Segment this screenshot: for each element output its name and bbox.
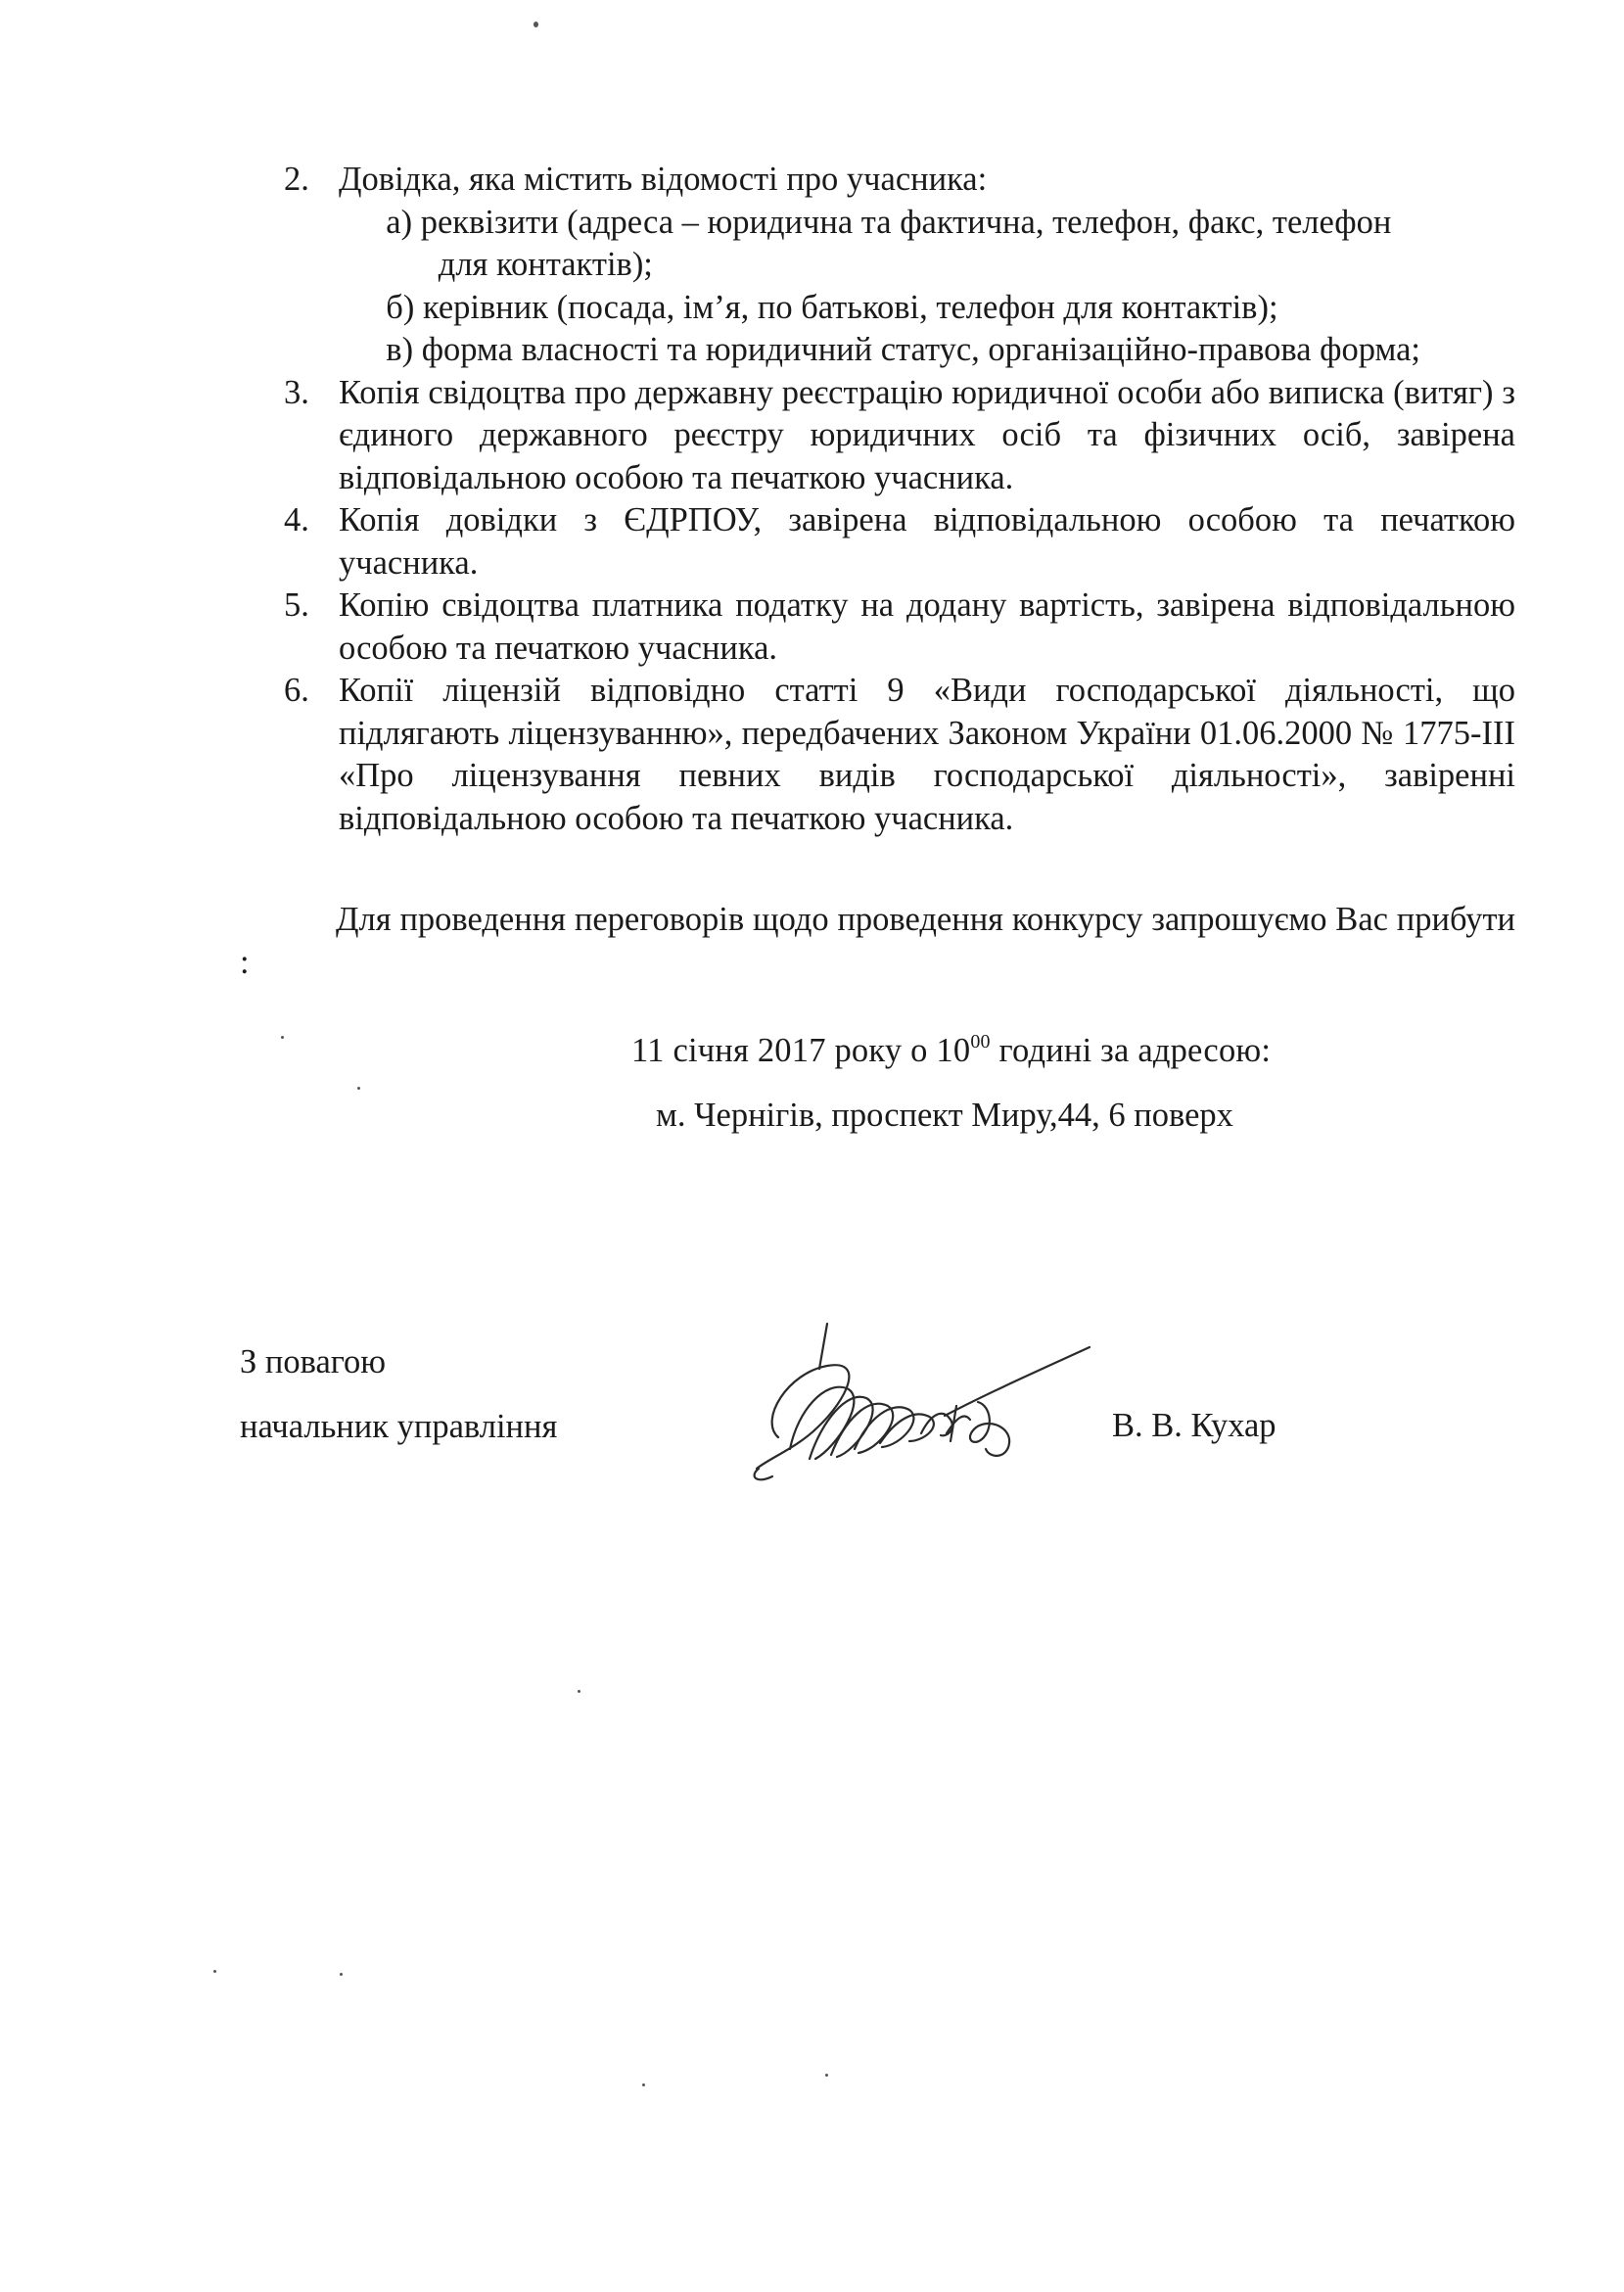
sub-item-continuation: для контактів);: [438, 246, 653, 283]
list-item: [284, 159, 1515, 372]
sub-item-text: б) керівник (посада, ім’я, по батькові, телефон для контактів);: [386, 288, 1278, 326]
sub-item: [339, 287, 1515, 330]
list-item-text: Копія довідки з ЄДРПОУ, завірена відповідальною особою та печаткою учасника.: [339, 501, 1515, 582]
meeting-details: [631, 1030, 1375, 1137]
invitation-paragraph: Для проведення переговорів щодо проведення конкурсу запрошуємо Вас прибути :: [240, 901, 1515, 981]
list-item: [284, 499, 1515, 585]
scan-speck: [213, 1970, 216, 1973]
regards-text: З повагою: [240, 1343, 387, 1380]
signatory-position: начальник управління: [240, 1407, 558, 1445]
scan-speck: [642, 2083, 645, 2086]
sub-item-text: а) реквізити (адреса – юридична та фактична, телефон, факс, телефон: [386, 203, 1392, 241]
list-item-number: 2.: [284, 161, 309, 198]
requirements-list: [284, 159, 1515, 840]
meeting-address: м. Чернігів, проспект Миру,44, 6 поверх: [656, 1096, 1233, 1134]
closing-block: [240, 1341, 557, 1448]
sub-list: [339, 202, 1515, 372]
list-item-number: 5.: [284, 586, 309, 624]
sub-item-text: в) форма власності та юридичний статус, організаційно-правова форма;: [386, 331, 1420, 368]
meeting-time-minutes: 00: [970, 1031, 991, 1052]
list-item-text: Копії ліцензій відповідно статті 9 «Види господарської діяльності, що підлягають ліцензуванню», передбачених Законом України 01.06.2000 № 1775-ІІІ «Про ліцензування певних видів господарської діяльності», завіренні відповідальною особою та печаткою учасника.: [339, 672, 1515, 837]
list-item-text: Довідка, яка містить відомості про учасника:: [339, 161, 988, 198]
scan-speck: [825, 2074, 828, 2077]
list-item-text: Копію свідоцтва платника податку на додану вартість, завірена відповідальною особою та печаткою учасника.: [339, 586, 1515, 667]
list-item-number: 4.: [284, 501, 309, 538]
list-item: [284, 670, 1515, 840]
scan-speck: [340, 1973, 343, 1976]
meeting-date: 11 січня 2017 року о 10: [631, 1032, 971, 1069]
scan-speck: [357, 1087, 360, 1090]
meeting-date-line: [631, 1030, 1375, 1073]
scan-speck: [534, 22, 538, 27]
list-item-number: 6.: [284, 672, 309, 709]
sub-item: [339, 202, 1515, 287]
handwritten-signature: [700, 1312, 1111, 1508]
list-item-number: 3.: [284, 373, 309, 411]
list-item: [284, 372, 1515, 500]
meeting-date-tail: годині за адресою:: [990, 1032, 1272, 1069]
signatory-name: В. В. Кухар: [1112, 1407, 1276, 1444]
scan-speck: [578, 1690, 580, 1693]
list-item-text: Копія свідоцтва про державну реєстрацію юридичної особи або виписка (витяг) з єдиного державного реєстру юридичних осіб та фізичних осіб, завірена відповідальною особою та печаткою учасника.: [339, 373, 1515, 496]
scan-speck: [281, 1036, 284, 1039]
list-item: [284, 585, 1515, 670]
sub-item: [339, 329, 1515, 372]
